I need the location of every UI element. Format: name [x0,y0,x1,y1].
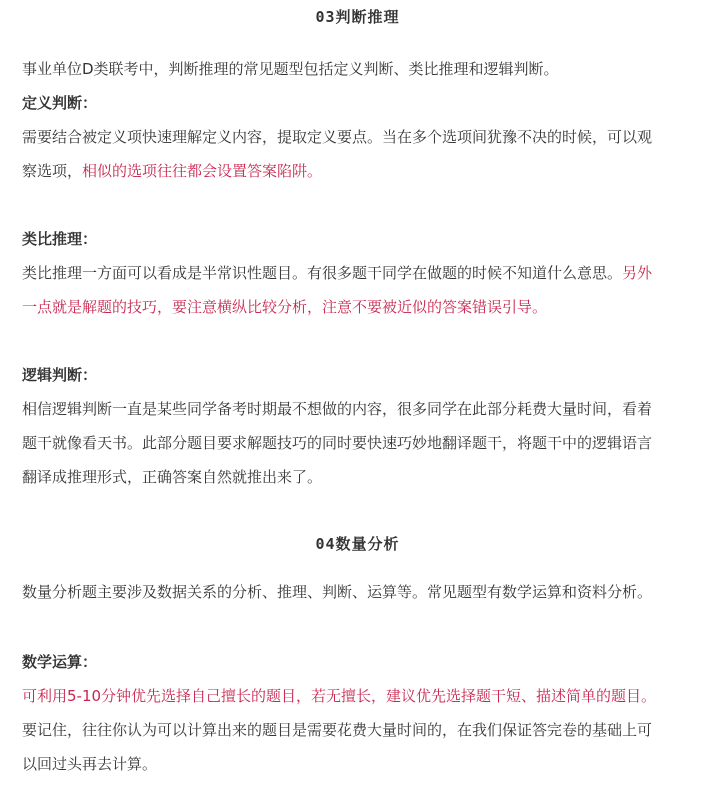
analogy-reasoning-highlight-line-2: 一点就是解题的技巧，要注意横纵比较分析，注意不要被近似的答案错误引导。 [22,298,548,316]
heading-math-calculation: 数学运算： [22,653,98,671]
logical-judgment-line-1: 相信逻辑判断一直是某些同学备考时期最不想做的内容，很多同学在此部分耗费大量时间，看着 [22,400,653,418]
section-04-intro: 数量分析题主要涉及数据关系的分析、推理、判断、运算等。常见题型有数学运算和资料分析。 [22,583,653,601]
definition-judgment-line-2-text: 察选项， [22,162,83,180]
analogy-reasoning-line-1-text: 类比推理一方面可以看成是半常识性题目。有很多题干同学在做题的时候不知道什么意思。 [22,264,623,282]
heading-definition-judgment: 定义判断： [22,94,98,112]
definition-judgment-line-2 [22,161,322,181]
analogy-reasoning-line-1 [22,263,652,283]
heading-logical-judgment: 逻辑判断： [22,366,98,384]
math-calculation-highlight: 可利用5-10分钟优先选择自己擅长的题目，若无擅长，建议优先选择题干短、描述简单的题目。 [22,687,657,705]
section-title-03: 03判断推理 [315,8,400,26]
heading-analogy-reasoning: 类比推理： [22,230,98,248]
math-calculation-line-2: 要记住，往往你认为可以计算出来的题目是需要花费大量时间的，在我们保证答完卷的基础上可 [22,721,653,739]
logical-judgment-line-3: 翻译成推理形式，正确答案自然就推出来了。 [22,468,323,486]
math-calculation-line-3: 以回过头再去计算。 [22,755,158,773]
logical-judgment-line-2: 题干就像看天书。此部分题目要求解题技巧的同时要快速巧妙地翻译题干，将题干中的逻辑语言 [22,434,653,452]
section-title-04: 04数量分析 [315,535,400,553]
definition-judgment-highlight: 相似的选项往往都会设置答案陷阱。 [82,162,323,180]
analogy-reasoning-highlight-start: 另外 [622,264,653,282]
definition-judgment-line-1: 需要结合被定义项快速理解定义内容，提取定义要点。当在多个选项间犹豫不决的时候，可以观 [22,128,653,146]
section-03-intro: 事业单位D类联考中，判断推理的常见题型包括定义判断、类比推理和逻辑判断。 [22,60,559,78]
